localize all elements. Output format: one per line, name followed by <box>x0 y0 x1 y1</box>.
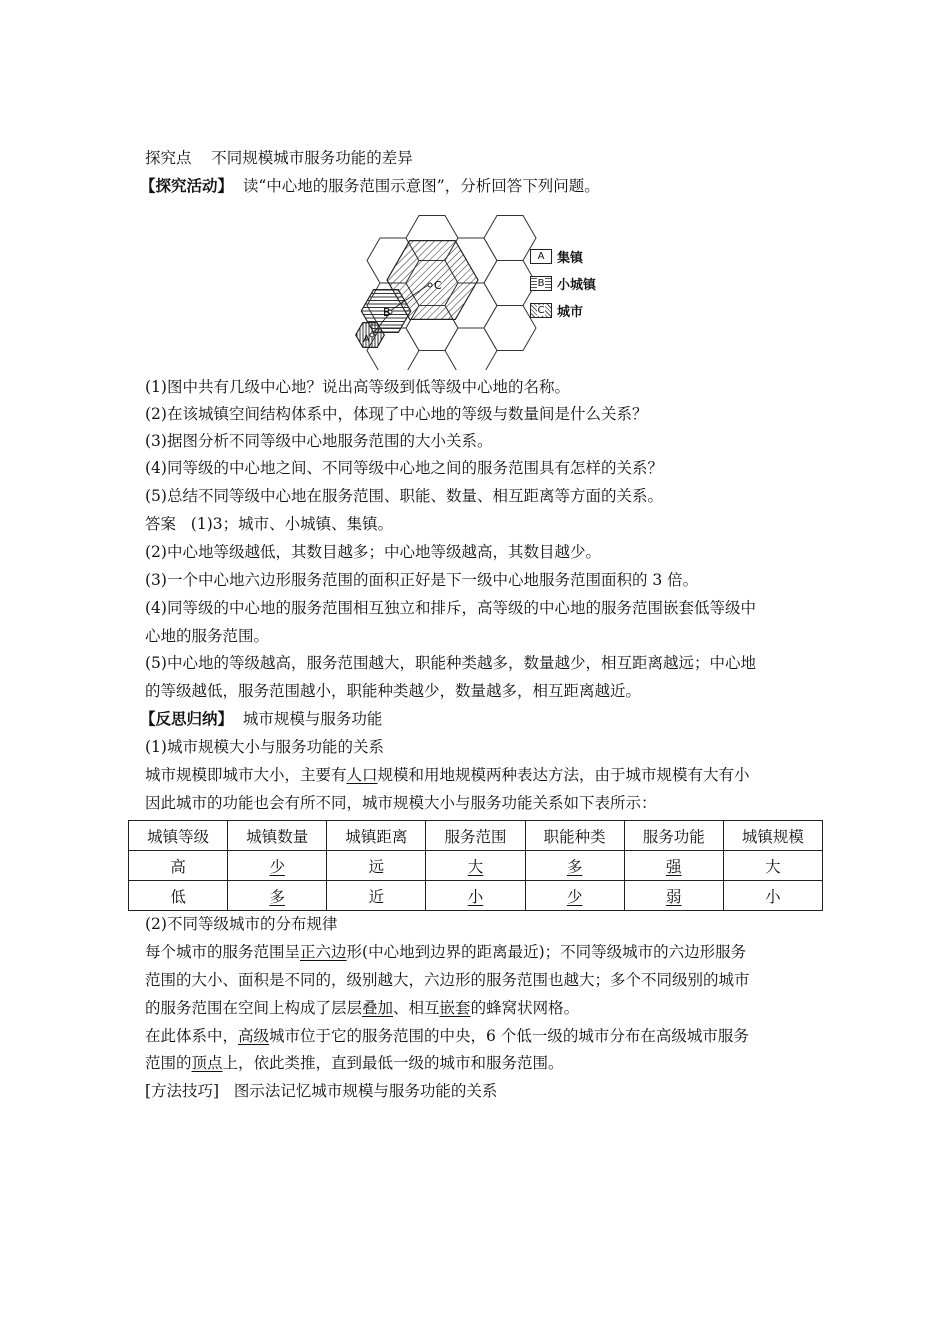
section1-para-2: 因此城市的功能也会有所不同，城市规模大小与服务功能关系如下表所示： <box>145 794 657 812</box>
table-cell: 强 <box>624 851 723 881</box>
scale-function-table <box>128 820 823 911</box>
table-header: 城镇数量 <box>228 821 327 851</box>
table-header: 城镇规模 <box>723 821 822 851</box>
method-text: 图示法记忆城市规模与服务功能的关系 <box>233 1082 498 1100</box>
method-label: [方法技巧] <box>145 1082 220 1100</box>
center-point <box>428 283 432 287</box>
underline-overlay: 叠加 <box>362 999 394 1017</box>
activity-label: 【探究活动】 <box>140 176 234 195</box>
answer-line-7: 的等级越低，服务范围越小，职能种类越少，数量越多，相互距离越近。 <box>145 682 642 700</box>
legend-box-a: A <box>530 249 552 264</box>
answer-line-2: (2)中心地等级越低，其数目越多；中心地等级越高，其数目越少。 <box>145 543 601 561</box>
section2-line-5: 范围的顶点上，依此类推，直到最低一级的城市和服务范围。 <box>145 1054 564 1072</box>
label-c: C <box>434 279 442 292</box>
table-header: 服务范围 <box>426 821 525 851</box>
answer-line-5: 心地的服务范围。 <box>145 627 270 645</box>
underline-population: 人口 <box>346 766 378 784</box>
question-3: (3)据图分析不同等级中心地服务范围的大小关系。 <box>145 432 493 450</box>
answer-line-4: (4)同等级的中心地的服务范围相互独立和排斥，高等级的中心地的服务范围嵌套低等级中 <box>145 599 756 617</box>
table-cell: 少 <box>228 851 327 881</box>
table-cell: 多 <box>228 881 327 911</box>
table-header: 职能种类 <box>525 821 624 851</box>
legend-item-small-town <box>530 274 596 292</box>
legend-text-a: 集镇 <box>557 250 584 266</box>
section-title-label: 探究点 <box>145 149 192 167</box>
table-cell: 小 <box>723 881 822 911</box>
method-line <box>145 1080 497 1102</box>
legend-text-b: 小城镇 <box>557 277 597 293</box>
answer-line-3: (3)一个中心地六边形服务范围的面积正好是下一级中心地服务范围面积的 3 倍。 <box>145 571 699 589</box>
table-cell: 近 <box>327 881 426 911</box>
label-b: B <box>383 306 391 319</box>
section1-heading: (1)城市规模大小与服务功能的关系 <box>145 738 384 756</box>
answer-line-1: 答案 (1)3；城市、小城镇、集镇。 <box>145 515 394 533</box>
answer-line-6: (5)中心地的等级越高，服务范围越大，职能种类越多，数量越少，相互距离越远；中心地 <box>145 654 756 672</box>
section2-heading: (2)不同等级城市的分布规律 <box>145 915 338 933</box>
section2-line-3: 的服务范围在空间上构成了层层叠加、相互嵌套的蜂窝状网格。 <box>145 999 580 1017</box>
underline-high-level: 高级 <box>238 1027 270 1045</box>
table-cell: 低 <box>129 881 228 911</box>
legend-item-city <box>530 301 583 319</box>
table-cell: 远 <box>327 851 426 881</box>
table-header: 服务功能 <box>624 821 723 851</box>
table-row <box>129 881 823 911</box>
legend-box-b: B <box>530 276 552 291</box>
legend-item-town <box>530 247 583 265</box>
table-cell: 大 <box>723 851 822 881</box>
reflect-line <box>140 708 382 730</box>
reflect-label: 【反思归纳】 <box>140 709 234 728</box>
center-point <box>370 333 374 337</box>
section2-line-4: 在此体系中，高级城市位于它的服务范围的中央，6 个低一级的城市分布在高级城市服务 <box>145 1027 749 1045</box>
underline-nest: 嵌套 <box>439 999 471 1017</box>
table-cell: 少 <box>525 881 624 911</box>
table-header-row <box>129 821 823 851</box>
question-4: (4)同等级的中心地之间、不同等级中心地之间的服务范围具有怎样的关系？ <box>145 459 663 477</box>
label-a: A <box>363 334 370 345</box>
table-cell: 大 <box>426 851 525 881</box>
question-5: (5)总结不同等级中心地在服务范围、职能、数量、相互距离等方面的关系。 <box>145 487 663 505</box>
legend-box-c: C <box>530 303 552 318</box>
section2-line-1: 每个城市的服务范围呈正六边形(中心地到边界的距离最近)；不同等级城市的六边形服务 <box>145 943 747 961</box>
activity-text: 读“中心地的服务范围示意图”，分析回答下列问题。 <box>242 177 600 195</box>
table-cell: 弱 <box>624 881 723 911</box>
section-title <box>145 147 413 169</box>
section1-para-1: 城市规模即城市大小，主要有人口规模和用地规模两种表达方法，由于城市规模有大有小 <box>145 766 750 784</box>
table-cell: 小 <box>426 881 525 911</box>
section-title-text: 不同规模城市服务功能的差异 <box>211 149 413 167</box>
legend-text-c: 城市 <box>557 304 584 320</box>
table-header: 城镇距离 <box>327 821 426 851</box>
reflect-text: 城市规模与服务功能 <box>242 710 383 728</box>
underline-hexagon: 正六边 <box>300 943 347 961</box>
table-row <box>129 851 823 881</box>
question-2: (2)在该城镇空间结构体系中，体现了中心地的等级与数量间是什么关系？ <box>145 405 648 423</box>
answer-label: 答案 <box>145 515 177 533</box>
underline-vertex: 顶点 <box>191 1054 223 1072</box>
table-cell: 多 <box>525 851 624 881</box>
question-1: (1)图中共有几级中心地？说出高等级到低等级中心地的名称。 <box>145 378 570 396</box>
table-cell: 高 <box>129 851 228 881</box>
activity-line <box>140 175 600 197</box>
table-header: 城镇等级 <box>129 821 228 851</box>
section2-line-2: 范围的大小、面积是不同的，级别越大，六边形的服务范围也越大；多个不同级别的城市 <box>145 971 750 989</box>
